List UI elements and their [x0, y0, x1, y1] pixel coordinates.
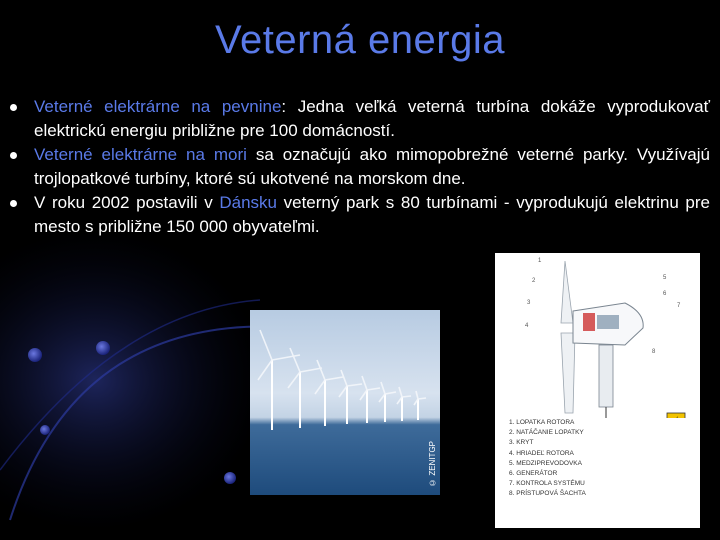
turbine-blades	[360, 376, 380, 400]
background-orb	[224, 472, 236, 484]
callout-number: 1	[538, 258, 542, 264]
photo-credit: © ZENITGP	[428, 441, 437, 487]
bullet-highlight: Veterné elektrárne na mori	[34, 145, 247, 164]
bullet-list	[10, 95, 710, 239]
diagram-legend	[509, 418, 586, 500]
electricity-warning-icon	[667, 413, 685, 418]
turbine-blades	[397, 387, 411, 404]
gearbox-block	[597, 315, 619, 329]
bullet-text: veterný park s 80 turbínami - vyprodukujú elektrinu pre mesto s približne 150 000 obyvateľmi.	[34, 193, 710, 236]
slide-title: Veterná energia	[215, 18, 505, 62]
background-orb	[40, 425, 50, 435]
callout-number: 5	[663, 275, 667, 281]
bullet-text: : Jedna veľká veterná turbína dokáže vyprodukovať elektrickú energiu približne pre 100 domácností.	[34, 97, 710, 140]
legend-item: 4. HRIADEĽ ROTORA	[509, 449, 574, 457]
background-orb	[96, 341, 110, 355]
callout-number: 3	[527, 300, 531, 306]
legend-item: 7. KONTROLA SYSTÉMU	[509, 480, 585, 488]
bullet-highlight: Veterné elektrárne na pevnine	[34, 97, 282, 116]
callout-number: 6	[663, 291, 667, 297]
bullet-item	[10, 191, 710, 239]
generator-block	[583, 313, 595, 331]
turbine-blades	[288, 348, 322, 388]
turbine-blades	[379, 382, 396, 402]
rotor-blade	[561, 261, 573, 323]
legend-item: 3. KRYT	[509, 439, 534, 447]
callout-number: 2	[532, 278, 536, 284]
background-glow	[0, 230, 265, 530]
turbine-blades	[339, 370, 362, 397]
bullet-highlight: Dánsku	[219, 193, 277, 212]
legend-item: 1. LOPATKA ROTORA	[509, 419, 575, 426]
callout-number: 7	[677, 303, 681, 309]
legend-item: 6. GENERÁTOR	[509, 470, 558, 478]
callout-number: 4	[525, 323, 529, 329]
offshore-wind-farm-photo	[250, 310, 440, 495]
turbine-blades	[315, 360, 343, 394]
callout-number: 8	[652, 349, 656, 355]
wind-turbines-illustration	[250, 310, 440, 495]
turbine-diagram	[495, 253, 700, 528]
turbine-blades	[414, 391, 426, 405]
bullet-dot	[10, 104, 17, 111]
tower	[599, 345, 613, 407]
background-orb	[28, 348, 42, 362]
bullet-text: sa označujú ako mimopobrežné veterné parky. Využívajú trojlopatkové turbíny, ktoré sú ukotvené na morskom dne.	[34, 145, 710, 188]
bullet-item	[10, 95, 710, 143]
legend-item: 5. MEDZIPREVODOVKA	[509, 459, 582, 467]
legend-item: 2. NATÁČANIE LOPATKY	[509, 429, 584, 437]
turbine-cutaway-illustration	[495, 253, 700, 418]
legend-item: 8. PRÍSTUPOVÁ ŠACHTA	[509, 490, 586, 498]
bullet-item	[10, 143, 710, 191]
bullet-dot	[10, 200, 17, 207]
bullet-text: V roku 2002 postavili v	[34, 193, 220, 212]
bullet-dot	[10, 152, 17, 159]
rotor-blade	[561, 333, 575, 413]
